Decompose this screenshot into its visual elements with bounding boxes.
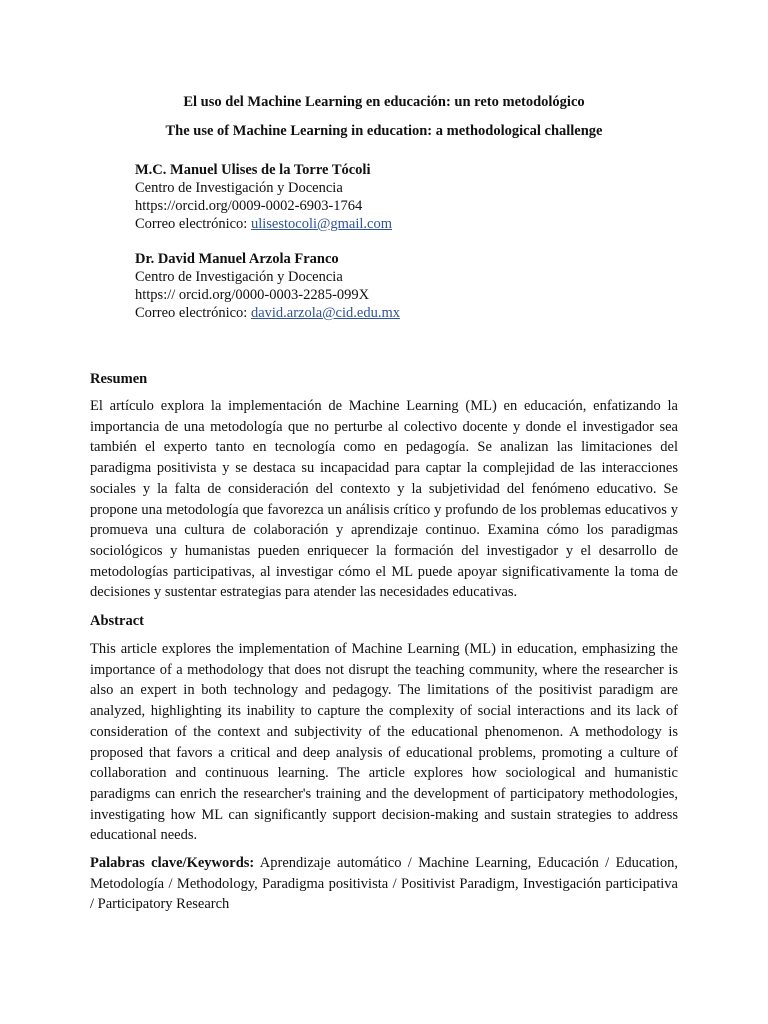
author-email-line (135, 215, 695, 233)
author-block-1 (135, 161, 695, 233)
email-link[interactable]: ulisestocoli@gmail.com (250, 216, 392, 232)
keywords-paragraph (90, 853, 678, 915)
resumen-paragraph: El artículo explora la implementación de Machine Learning (ML) en educación, enfatizando la importancia de una metodología que no perturbe al colectivo docente y donde el investigador sea también el experto tanto en tecnología como en pedagogía. Se analizan las limitaciones del paradigma positivista y se destaca su incapacidad para captar la complejidad de las interacciones sociales y la falta de consideración del contexto y la subjetividad del fenómeno educativo. Se propone una metodología que favorezca un análisis crítico y profundo de los problemas educativos y promueva una cultura de colaboración y aprendizaje continuo. Examina cómo los paradigmas sociológicos y humanistas pueden enriquecer la formación del investigador y el desarrollo de metodologías participativas, al investigar cómo el ML puede apoyar significativamente la toma de decisiones y sustentar estrategias para atender las necesidades educativas. (90, 398, 678, 601)
title-english: The use of Machine Learning in education: a methodological challenge (165, 123, 603, 139)
author-orcid: https:// orcid.org/0000-0003-2285-099X (135, 287, 370, 303)
author-orcid: https://orcid.org/0009-0002-6903-1764 (135, 198, 363, 214)
author-email-line (135, 304, 695, 322)
resumen-heading: Resumen (90, 371, 148, 387)
keywords-label: Palabras clave/Keywords: (90, 855, 255, 871)
author-institution: Centro de Investigación y Docencia (135, 180, 343, 196)
author-block-2 (135, 250, 695, 322)
author-institution: Centro de Investigación y Docencia (135, 269, 343, 285)
author-name: M.C. Manuel Ulises de la Torre Tócoli (135, 162, 371, 178)
email-link[interactable]: david.arzola@cid.edu.mx (250, 305, 400, 321)
abstract-heading: Abstract (90, 613, 144, 629)
email-label: Correo electrónico: (135, 216, 251, 232)
title-spanish: El uso del Machine Learning en educación: un reto metodológico (183, 94, 585, 110)
author-name: Dr. David Manuel Arzola Franco (135, 251, 339, 267)
keywords-text: Aprendizaje automático / Machine Learning, Educación / Education, Metodología / Methodology, Paradigma positivista / Positivist Paradigm, Investigación participativa / Participatory Research (90, 855, 678, 913)
email-label: Correo electrónico: (135, 305, 251, 321)
abstract-paragraph: This article explores the implementation of Machine Learning (ML) in education, emphasizing the importance of a methodology that does not disrupt the teaching community, where the researcher is also an expert in both technology and pedagogy. The limitations of the positivist paradigm are analyzed, highlighting its inability to capture the complexity of social interactions and its lack of consideration of the context and subjectivity of the educational phenomenon. A methodology is proposed that favors a critical and deep analysis of educational problems, promoting a culture of collaboration and continuous learning. The article explores how sociological and humanistic paradigms can enrich the researcher's training and the development of participatory methodologies, investigating how ML can significantly support decision-making and sustain strategies to address educational needs. (90, 641, 678, 844)
